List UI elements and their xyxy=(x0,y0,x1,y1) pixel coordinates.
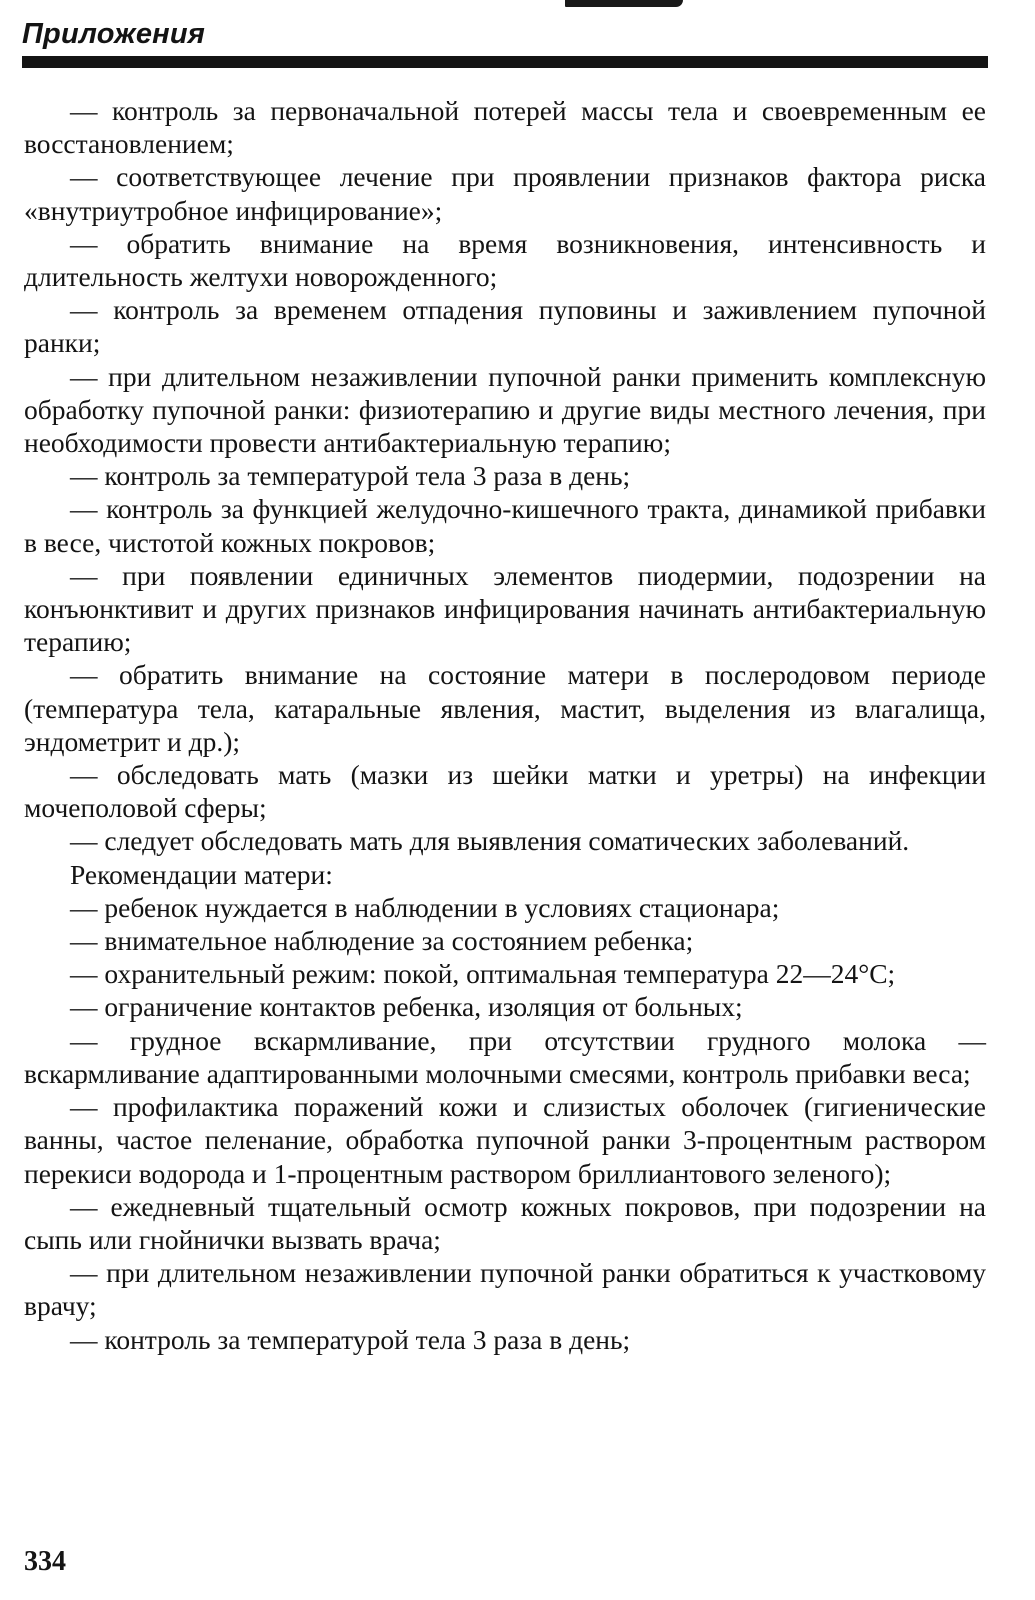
paragraph: — охранительный режим: покой, оптимальная температура 22—24°С; xyxy=(70,958,896,990)
page-number: 334 xyxy=(24,1546,66,1577)
paragraph: — соответствующее лечение при проявлении признаков фактора риска «внутриутробное инфицирование»; xyxy=(24,161,986,226)
body-text xyxy=(24,94,986,1356)
paragraph: — при появлении единичных элементов пиодермии, подозрении на конъюнктивит и других признаков инфицирования начинать антибактериальную терапию; xyxy=(24,559,986,658)
paragraph: — обследовать мать (мазки из шейки матки и уретры) на инфекции мочеполовой сферы; xyxy=(24,759,986,824)
paragraph: — внимательное наблюдение за состоянием ребенка; xyxy=(70,925,694,957)
paragraph: — грудное вскармливание, при отсутствии грудного молока — вскармливание адаптированными молочными смесями, контроль прибавки веса; xyxy=(24,1024,986,1089)
paragraph: — обратить внимание на время возникновения, интенсивность и длительность желтухи новорожденного; xyxy=(24,227,986,293)
paragraph: — ребенок нуждается в наблюдении в условиях стационара; xyxy=(70,891,780,923)
paragraph: — контроль за функцией желудочно-кишечного тракта, динамикой прибавки в весе, чистотой кожных покровов; xyxy=(24,493,986,558)
scan-artifact-mark xyxy=(565,0,683,7)
paragraph: — при длительном незаживлении пупочной ранки обратиться к участковому врачу; xyxy=(24,1257,986,1322)
paragraph: — контроль за временем отпадения пуповины и заживлением пупочной ранки; xyxy=(24,294,986,359)
paragraph: — контроль за первоначальной потерей массы тела и своевременным ее восстановлением; xyxy=(24,95,986,160)
running-head: Приложения xyxy=(22,18,206,50)
paragraph: — ежедневный тщательный осмотр кожных покровов, при подозрении на сыпь или гнойнички вызвать врача; xyxy=(24,1190,986,1255)
paragraph: — контроль за температурой тела 3 раза в день; xyxy=(70,460,631,492)
paragraph: — профилактика поражений кожи и слизистых оболочек (гигиенические ванны, частое пеленание, обработка пупочной ранки 3-процентным раствором перекиси водорода и 1-процентным раствором бриллиантового зеленого); xyxy=(24,1091,986,1189)
paragraph: — следует обследовать мать для выявления соматических заболеваний. xyxy=(70,825,910,857)
paragraph: — при длительном незаживлении пупочной ранки применить комплексную обработку пупочной ранки: физиотерапию и другие виды местного лечения, при необходимости провести антибактериальную терапию; xyxy=(24,360,986,459)
paragraph: — ограничение контактов ребенка, изоляция от больных; xyxy=(70,991,743,1023)
header-rule xyxy=(22,56,988,68)
paragraph: — контроль за температурой тела 3 раза в день; xyxy=(70,1323,631,1355)
paragraph: — обратить внимание на состояние матери в послеродовом периоде (температура тела, катаральные явления, мастит, выделения из влагалища, эндометрит и др.); xyxy=(24,659,986,757)
section-subheading: Рекомендации матери: xyxy=(70,858,333,890)
